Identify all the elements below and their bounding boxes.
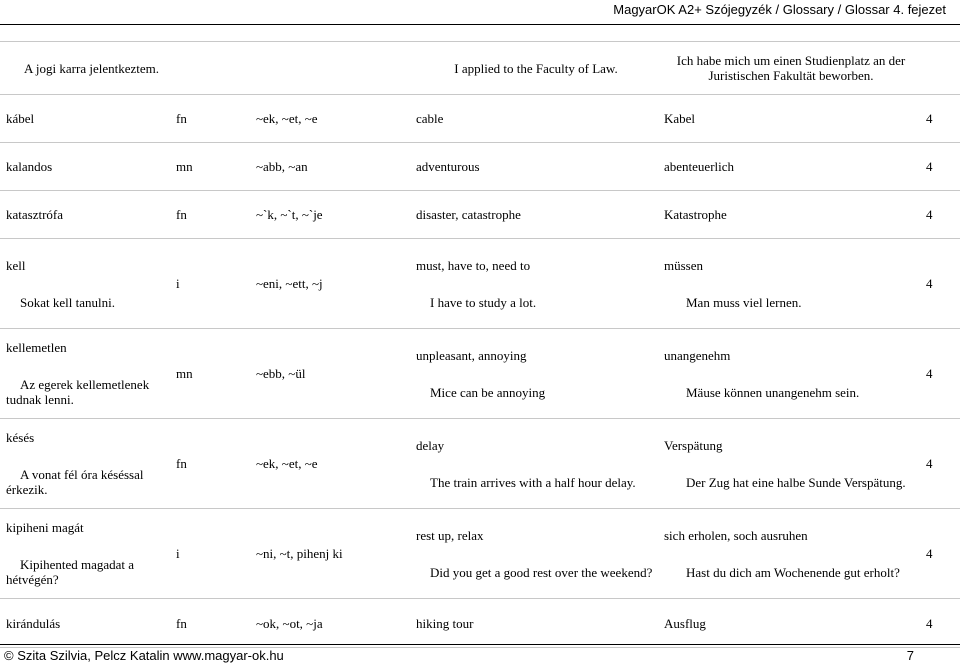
english-cell: hiking tour — [410, 599, 658, 648]
chapter-cell: 4 — [920, 419, 960, 509]
page-number: 7 — [906, 648, 914, 663]
english-cell — [410, 329, 658, 419]
hungarian-cell: katasztrófa — [0, 191, 170, 239]
german-meaning: sich erholen, soch ausruhen — [664, 527, 808, 543]
chapter-cell: 4 — [920, 239, 960, 329]
forms-cell — [250, 42, 410, 95]
english-cell: cable — [410, 95, 658, 143]
hungarian-cell: kirándulás — [0, 599, 170, 648]
german-cell — [658, 239, 920, 329]
chapter-cell: 4 — [920, 599, 960, 648]
english-cell: adventurous — [410, 143, 658, 191]
header-rule — [0, 24, 960, 25]
chapter-cell: 4 — [920, 329, 960, 419]
headword: kipiheni magát — [6, 520, 84, 535]
hungarian-cell: A jogi karra jelentkeztem. — [0, 42, 170, 95]
pos-cell: mn — [170, 329, 250, 419]
table-row — [0, 191, 960, 239]
pos-cell: fn — [170, 599, 250, 648]
glossary-table — [0, 41, 960, 648]
german-cell — [658, 419, 920, 509]
table-row — [0, 143, 960, 191]
pos-cell: fn — [170, 191, 250, 239]
german-example: Der Zug hat eine halbe Sunde Verspätung. — [686, 474, 906, 490]
hungarian-cell: kalandos — [0, 143, 170, 191]
example-sentence: A vonat fél óra késéssal érkezik. — [6, 467, 144, 497]
headword: kell — [6, 257, 26, 273]
chapter-cell — [920, 42, 960, 95]
english-cell — [410, 419, 658, 509]
table-row — [0, 95, 960, 143]
table-row — [0, 599, 960, 648]
hungarian-cell — [0, 329, 170, 419]
forms-cell: ~ek, ~et, ~e — [250, 419, 410, 509]
english-example: The train arrives with a half hour delay. — [430, 474, 636, 490]
forms-cell: ~abb, ~an — [250, 143, 410, 191]
pos-cell: i — [170, 239, 250, 329]
footer-rule — [0, 644, 960, 645]
hungarian-cell — [0, 419, 170, 509]
chapter-cell: 4 — [920, 191, 960, 239]
example-sentence: Az egerek kellemetlenek tudnak lenni. — [6, 377, 150, 407]
pos-cell — [170, 42, 250, 95]
page-header: MagyarOK A2+ Szójegyzék / Glossary / Glossar 4. fejezet — [613, 2, 946, 17]
english-example: Did you get a good rest over the weekend? — [430, 564, 653, 580]
english-meaning: delay — [416, 437, 445, 453]
german-cell: Katastrophe — [658, 191, 920, 239]
german-example: Mäuse können unangenehm sein. — [686, 384, 860, 400]
german-meaning: müssen — [664, 257, 703, 273]
pos-cell: i — [170, 509, 250, 599]
english-cell: disaster, catastrophe — [410, 191, 658, 239]
english-meaning: must, have to, need to — [416, 257, 531, 273]
chapter-cell: 4 — [920, 509, 960, 599]
headword: késés — [6, 430, 35, 445]
hungarian-cell — [0, 239, 170, 329]
table-row — [0, 329, 960, 419]
forms-cell: ~eni, ~ett, ~j — [250, 239, 410, 329]
example-sentence: Kipihented magadat a hétvégén? — [6, 557, 135, 587]
german-cell: Ausflug — [658, 599, 920, 648]
footer-copyright: © Szita Szilvia, Pelcz Katalin www.magyar-ok.hu — [4, 648, 284, 663]
german-cell: Ich habe mich um einen Studienplatz an der Juristischen Fakultät beworben. — [658, 42, 920, 95]
english-meaning: rest up, relax — [416, 527, 484, 543]
table-row — [0, 419, 960, 509]
english-example: Mice can be annoying — [430, 384, 546, 400]
german-cell — [658, 509, 920, 599]
forms-cell: ~ebb, ~ül — [250, 329, 410, 419]
german-cell: Kabel — [658, 95, 920, 143]
german-meaning: Verspätung — [664, 437, 723, 453]
pos-cell: fn — [170, 95, 250, 143]
forms-cell: ~ni, ~t, pihenj ki — [250, 509, 410, 599]
chapter-cell: 4 — [920, 95, 960, 143]
german-example: Hast du dich am Wochenende gut erholt? — [686, 564, 900, 580]
forms-cell: ~ok, ~ot, ~ja — [250, 599, 410, 648]
pos-cell: mn — [170, 143, 250, 191]
german-cell: abenteuerlich — [658, 143, 920, 191]
hungarian-cell: kábel — [0, 95, 170, 143]
english-cell: I applied to the Faculty of Law. — [410, 42, 658, 95]
forms-cell: ~`k, ~`t, ~`je — [250, 191, 410, 239]
table-row — [0, 239, 960, 329]
english-cell — [410, 239, 658, 329]
chapter-cell: 4 — [920, 143, 960, 191]
example-sentence: Sokat kell tanulni. — [20, 294, 115, 310]
forms-cell: ~ek, ~et, ~e — [250, 95, 410, 143]
headword: kellemetlen — [6, 340, 67, 355]
german-cell — [658, 329, 920, 419]
table-row — [0, 42, 960, 95]
hungarian-cell — [0, 509, 170, 599]
german-meaning: unangenehm — [664, 347, 731, 363]
english-cell — [410, 509, 658, 599]
pos-cell: fn — [170, 419, 250, 509]
english-example: I have to study a lot. — [430, 294, 537, 310]
table-row — [0, 509, 960, 599]
german-example: Man muss viel lernen. — [686, 294, 802, 310]
english-meaning: unpleasant, annoying — [416, 347, 527, 363]
